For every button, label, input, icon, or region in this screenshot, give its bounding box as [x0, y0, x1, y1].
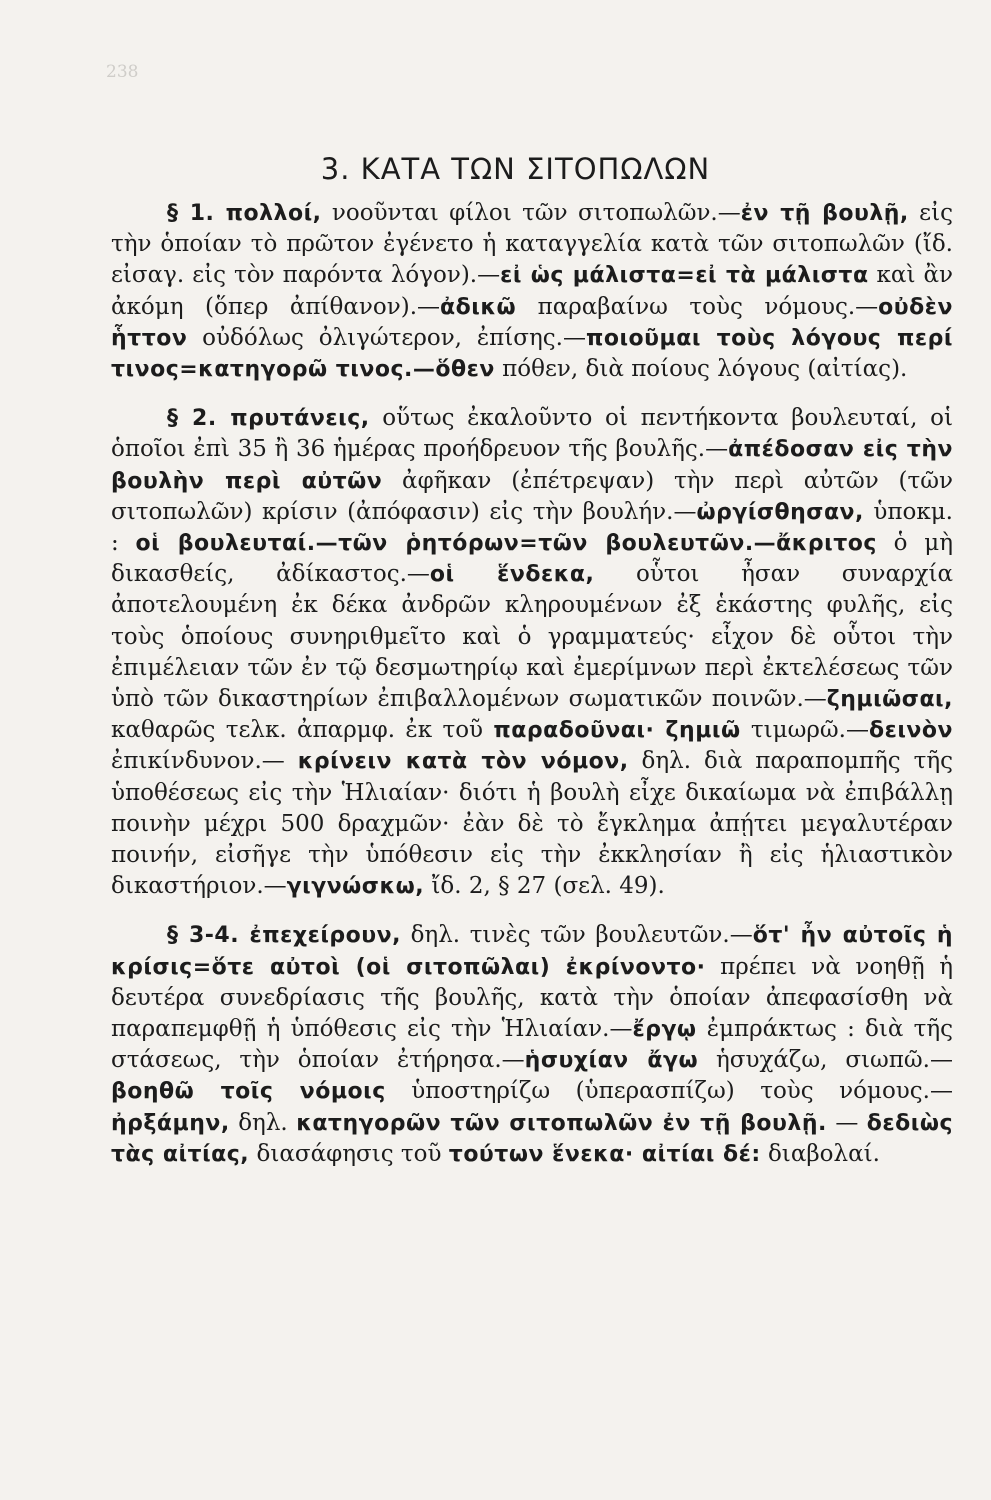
bold-term: κρίνειν κατὰ τὸν νόμον, — [297, 749, 629, 775]
paragraph — [111, 403, 953, 902]
bold-term: γιγνώσκω, — [286, 874, 425, 900]
text-run: ὁ μὴ δικασθείς, ἀδίκαστος.— — [111, 530, 953, 588]
text-run: δηλ. — [229, 1109, 297, 1136]
bold-term: ἀδικῶ — [440, 294, 517, 320]
text-run: οὐδόλως ὀλιγώτερον, ἐπίσης.— — [187, 324, 586, 351]
bold-term: ἔργῳ — [632, 1017, 697, 1043]
text-run: — — [826, 1109, 867, 1136]
bold-term: ἐπεχείρουν, — [249, 923, 401, 949]
bold-term: οὐδὲν ἧττον — [111, 294, 953, 351]
section-heading: 3. ΚΑΤΑ ΤΩΝ ΣΙΤΟΠΩΛΩΝ — [320, 152, 711, 187]
bold-term: οἱ ἕνδεκα, — [429, 562, 595, 588]
text-run: πόθεν, διὰ ποίους λόγους (αἰτίας). — [494, 356, 908, 383]
bold-term: ζημιῶσαι, — [826, 687, 953, 713]
bold-term: οἱ βουλευταί.—τῶν ῥητόρων=τῶν βουλευτῶν.—ἄκριτος — [135, 531, 877, 557]
bold-term: πολλοί, — [225, 201, 322, 226]
text-run: τιμωρῶ.— — [740, 717, 869, 744]
bold-term: παραδοῦναι· ζημιῶ — [493, 718, 741, 744]
bold-term: ὠργίσθησαν, — [696, 499, 864, 525]
bold-term: ποιοῦμαι τοὺς λόγους περί τινος=κατηγορῶ τινος.— — [111, 325, 953, 383]
text-run: δηλ. τινὲς τῶν βουλευτῶν.— — [400, 922, 753, 949]
text-run: ἀφῆκαν (ἐπέτρεψαν) τὴν περὶ αὐτῶν (τῶν σιτοπωλῶν) κρίσιν (ἀπόφασιν) εἰς τὴν βουλήν.— — [111, 467, 953, 525]
text-run: ἡσυχάζω, σιωπῶ.— — [698, 1047, 953, 1074]
bold-term: βοηθῶ τοῖς νόμοις — [111, 1079, 386, 1105]
bold-term: ἀπέδοσαν εἰς τὴν βουλὴν περὶ αὐτῶν — [111, 437, 953, 494]
bold-term: πρυτάνεις, — [230, 406, 370, 432]
text-run: ὑποκμ. : — [111, 498, 953, 557]
bold-term: § 2. — [167, 406, 231, 432]
body-text — [111, 198, 953, 1188]
text-run: ἴδ. 2, § 27 (σελ. 49). — [424, 873, 665, 900]
text-run: παραβαίνω τοὺς νόμους.— — [516, 293, 879, 320]
text-run: ἐπικίνδυνον.— — [111, 748, 298, 775]
text-run: καθαρῶς τελκ. ἀπαρμφ. ἐκ τοῦ — [111, 717, 494, 744]
bold-term: § 1. — [167, 201, 226, 226]
text-run: ἐμπράκτως : διὰ τῆς στάσεως, τὴν ὁποίαν ἐτήρησα.— — [111, 1016, 953, 1074]
text-run: νοοῦνται φίλοι τῶν σιτοπωλῶν.— — [321, 200, 741, 226]
paragraph — [111, 920, 953, 1170]
text-run: πρέπει νὰ νοηθῇ ἡ δευτέρα συνεδρίασις τῆς βουλῆς, κατὰ τὴν ὁποίαν ἀπεφασίσθη νὰ παραπεμφθῇ ἡ ὑπόθεσις εἰς τὴν Ἡλιαίαν.— — [111, 953, 953, 1043]
text-run: οὗτοι ἦσαν συναρχία ἀποτελουμένη ἐκ δέκα ἀνδρῶν κληρουμένων ἐξ ἑκάστης φυλῆς, εἰς τοὺς ὁποίους συνηριθμεῖτο καὶ ὁ γραμματεύς· εἶχον δὲ οὗτοι τὴν ἐπιμέλειαν τῶν ἐν τῷ δεσμωτηρίῳ καὶ ἐμερίμνων περὶ ἐκτελέσεως τῶν ὑπὸ τῶν δικαστηρίων ἐπιβαλλομένων σωματικῶν ποινῶν.— — [111, 561, 953, 713]
bold-term: ὅτ' ἦν αὐτοῖς ἡ κρίσις=ὅτε αὐτοὶ (οἱ σιτοπῶλαι) ἐκρίνοντο· — [111, 923, 953, 980]
paragraph — [111, 198, 953, 385]
page-number: 238 — [106, 62, 139, 82]
bold-term: δεινὸν — [868, 718, 953, 744]
bold-term: ἡσυχίαν ἄγω — [524, 1048, 699, 1074]
text-run: ὑποστηρίζω (ὑπερασπίζω) τοὺς νόμους.— — [385, 1078, 953, 1105]
bold-term: εἰ ὡς μάλιστα=εἰ τὰ μάλιστα — [500, 263, 869, 289]
text-run: οὕτως ἐκαλοῦντο οἱ πεντήκοντα βουλευταί, οἱ ὁποῖοι ἐπὶ 35 ἢ 36 ἡμέρας προήδρευον τῆς βουλῆς.— — [111, 405, 953, 463]
text-run: διαβολαί. — [760, 1140, 880, 1167]
text-run: εἰς τὴν ὁποίαν τὸ πρῶτον ἐγένετο ἡ καταγγελία κατὰ τῶν σιτοπωλῶν (ἴδ. εἰσαγ. εἰς τὸν παρόντα λόγον).— — [111, 200, 953, 289]
bold-term: τούτων ἕνεκα· αἰτίαι δέ: — [448, 1141, 761, 1167]
bold-term: ὅθεν — [435, 357, 495, 383]
text-run: δηλ. διὰ παραπομπῆς τῆς ὑποθέσεως εἰς τὴν Ἡλιαίαν· διότι ἡ βουλὴ εἶχε δικαίωμα νὰ ἐπιβάλλῃ ποινὴν μέχρι 500 δραχμῶν· ἐὰν δὲ τὸ ἔγκλημα ἀπῄτει μεγαλυτέραν ποινήν, εἰσῆγε τὴν ὑπόθεσιν εἰς τὴν ἐκκλησίαν ἢ εἰς ἡλιαστικὸν δικαστήριον.— — [111, 748, 953, 900]
bold-term: ἐν τῇ βουλῇ, — [740, 201, 909, 226]
bold-term: κατηγορῶν τῶν σιτοπωλῶν ἐν τῇ βουλῇ. — [296, 1110, 827, 1136]
bold-term: δεδιὼς τὰς αἰτίας, — [111, 1110, 954, 1167]
bold-term: ἠρξάμην, — [111, 1110, 230, 1136]
text-run: καὶ ἂν ἀκόμη (ὅπερ ἀπίθανον).— — [111, 262, 953, 320]
text-run: διασάφησις τοῦ — [249, 1140, 449, 1167]
bold-term: § 3-4. — [167, 923, 250, 949]
